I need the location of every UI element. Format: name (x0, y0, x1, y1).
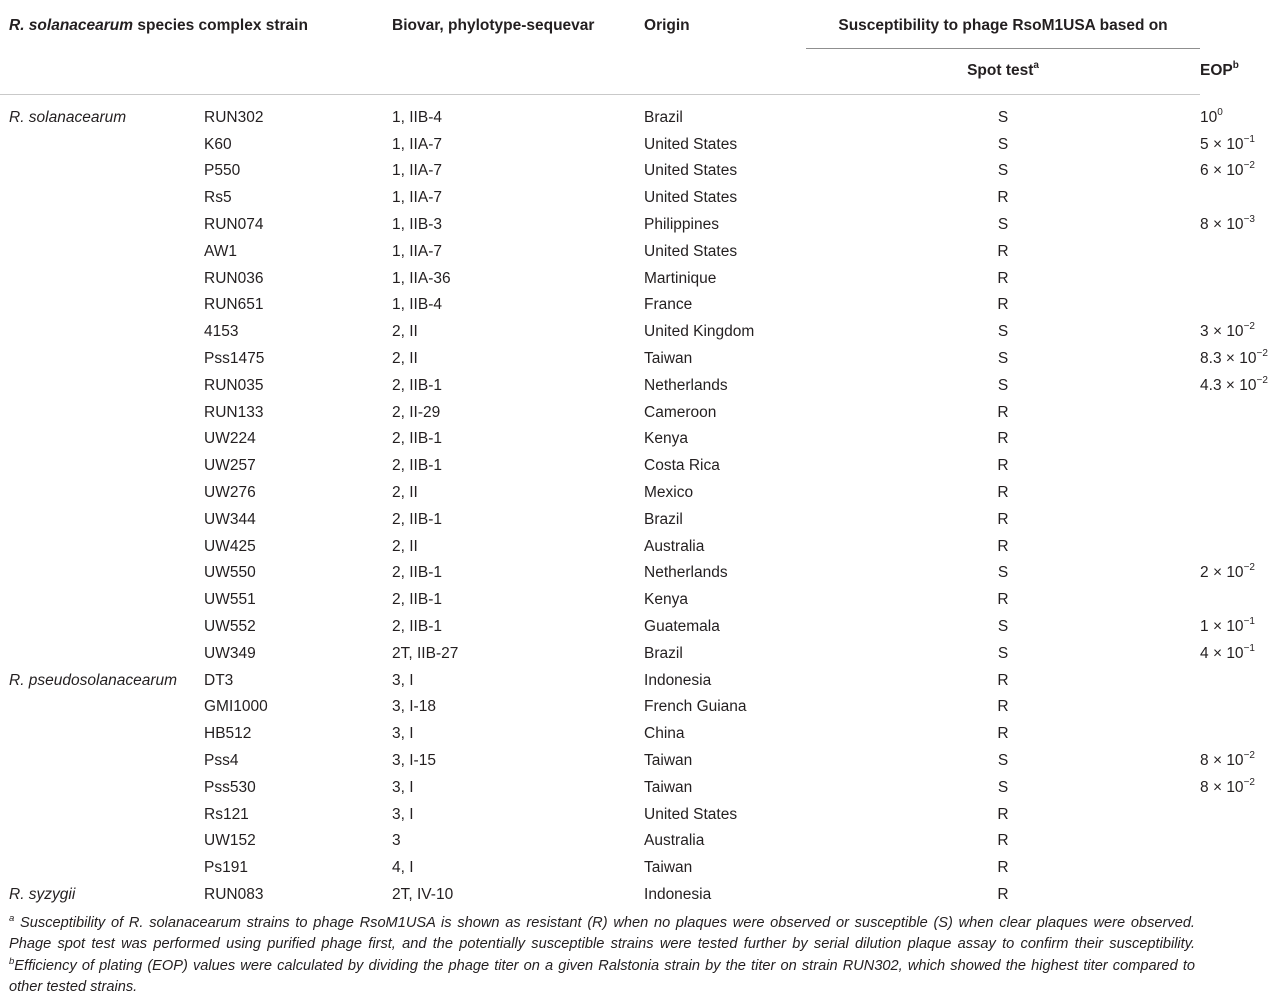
eop-exponent: −1 (1243, 616, 1255, 628)
cell-species-group (0, 560, 204, 587)
eop-exponent: −3 (1243, 214, 1255, 226)
table-row (0, 212, 1200, 239)
cell-species-group: R. pseudosolanacearum (9, 671, 178, 689)
cell-species-group (0, 614, 204, 641)
eop-mantissa: 1 × (1200, 618, 1227, 636)
cell-origin: Philippines (644, 216, 719, 234)
eop-mantissa: 4.3 × (1200, 376, 1240, 394)
cell-biovar: 2, II (392, 323, 418, 341)
cell-origin: United States (644, 242, 738, 260)
table-row (0, 372, 1200, 399)
cell-spot-test: S (997, 618, 1009, 636)
eop-exponent: −1 (1243, 642, 1255, 654)
cell-biovar: 2, IIB-1 (392, 430, 442, 448)
table-row (0, 94, 1200, 131)
table-row (0, 587, 1200, 614)
cell-species-group (0, 855, 204, 882)
cell-strain: GMI1000 (204, 698, 268, 716)
cell-biovar: 1, IIB-4 (392, 296, 442, 314)
eop-base: 10 (1200, 108, 1218, 126)
header-strain (0, 0, 392, 48)
cell-strain: UW224 (204, 430, 256, 448)
cell-strain: RUN651 (204, 296, 264, 314)
cell-species-group: R. syzygii (9, 886, 76, 903)
cell-origin: Australia (644, 832, 705, 850)
eop-mantissa: 2 × (1200, 564, 1227, 582)
cell-origin: France (644, 296, 693, 314)
eop-mantissa: 6 × (1200, 162, 1227, 180)
cell-spot-test: S (997, 216, 1009, 234)
cell-spot-test: R (997, 189, 1009, 207)
eop-exponent: −2 (1243, 321, 1255, 333)
eop-exponent: −2 (1243, 776, 1255, 788)
cell-spot-test: S (997, 135, 1009, 153)
eop-exponent: −1 (1243, 133, 1255, 145)
header-origin: Origin (644, 17, 690, 34)
eop-mantissa: 8.3 × (1200, 350, 1240, 368)
table-row (0, 801, 1200, 828)
cell-species-group (0, 453, 204, 480)
cell-origin: Netherlands (644, 376, 728, 394)
eop-mantissa: 8 × (1200, 778, 1227, 796)
footnote-b-text: Efficiency of plating (EOP) values were calculated by dividing the phage titer on a given Ralstonia strain by the titer on strain RUN302, which showed the highest titer compared to other tested strains. (9, 957, 1195, 995)
table-row (0, 828, 1200, 855)
table-row (0, 158, 1200, 185)
cell-origin: Costa Rica (644, 457, 720, 475)
cell-spot-test: R (997, 242, 1009, 260)
table-row (0, 426, 1200, 453)
cell-species-group (0, 694, 204, 721)
cell-strain: Rs5 (204, 189, 232, 207)
header-spot-test (806, 48, 1200, 94)
header-eop-footnote-mark: b (1232, 60, 1239, 71)
cell-strain: UW550 (204, 564, 256, 582)
eop-mantissa: 4 × (1200, 644, 1227, 662)
cell-spot-test: R (997, 403, 1009, 421)
table-row (0, 131, 1200, 158)
cell-species-group (0, 346, 204, 373)
cell-biovar: 1, IIA-36 (392, 269, 451, 287)
table-row (0, 533, 1200, 560)
cell-species-group (0, 158, 204, 185)
cell-origin: Taiwan (644, 752, 693, 770)
cell-biovar: 1, IIA-7 (392, 162, 442, 180)
cell-strain: K60 (204, 135, 232, 153)
cell-strain: Pss1475 (204, 350, 265, 368)
eop-exponent: −2 (1256, 348, 1268, 360)
cell-biovar: 2, IIB-1 (392, 376, 442, 394)
cell-species-group (0, 506, 204, 533)
cell-biovar: 2, II (392, 350, 418, 368)
cell-origin: China (644, 725, 685, 743)
table-row (0, 882, 1200, 909)
cell-biovar: 2, IIB-1 (392, 510, 442, 528)
cell-biovar: 3, I (392, 778, 414, 796)
cell-species-group: R. solanacearum (9, 108, 127, 126)
cell-strain: UW257 (204, 457, 256, 475)
cell-species-group (0, 587, 204, 614)
table-row (0, 399, 1200, 426)
eop-exponent: 0 (1217, 106, 1223, 118)
cell-spot-test: R (997, 296, 1009, 314)
cell-origin: Cameroon (644, 403, 717, 421)
cell-spot-test: S (997, 564, 1009, 582)
cell-origin: Guatemala (644, 618, 720, 636)
cell-biovar: 2, II (392, 537, 418, 555)
cell-species-group (0, 238, 204, 265)
cell-origin: United Kingdom (644, 323, 755, 341)
cell-origin: Brazil (644, 108, 683, 126)
cell-origin: Indonesia (644, 886, 712, 903)
cell-spot-test: R (997, 457, 1009, 475)
eop-base: 10 (1226, 216, 1244, 234)
cell-strain: AW1 (204, 242, 238, 260)
cell-species-group (0, 212, 204, 239)
eop-exponent: −2 (1243, 562, 1255, 574)
cell-biovar: 1, IIA-7 (392, 189, 442, 207)
cell-species-group (0, 265, 204, 292)
cell-spot-test: R (997, 430, 1009, 448)
cell-strain: RUN074 (204, 216, 264, 234)
cell-origin: French Guiana (644, 698, 747, 716)
cell-biovar: 3, I (392, 725, 414, 743)
cell-origin: Indonesia (644, 671, 712, 689)
cell-biovar: 2, IIB-1 (392, 457, 442, 475)
cell-spot-test: R (997, 859, 1009, 877)
cell-origin: Australia (644, 537, 705, 555)
table-row (0, 265, 1200, 292)
cell-species-group (0, 372, 204, 399)
cell-strain: Pss4 (204, 752, 239, 770)
table-row (0, 506, 1200, 533)
cell-biovar: 1, IIA-7 (392, 135, 442, 153)
cell-strain: UW152 (204, 832, 256, 850)
cell-strain: UW276 (204, 484, 256, 502)
cell-origin: United States (644, 135, 738, 153)
cell-biovar: 2, II-29 (392, 403, 441, 421)
cell-origin: United States (644, 805, 738, 823)
table-row (0, 614, 1200, 641)
cell-strain: RUN133 (204, 403, 264, 421)
table-row (0, 721, 1200, 748)
eop-base: 10 (1226, 778, 1244, 796)
cell-species-group (0, 748, 204, 775)
cell-origin: Mexico (644, 484, 694, 502)
cell-origin: Taiwan (644, 350, 693, 368)
eop-base: 10 (1226, 564, 1244, 582)
table-row (0, 346, 1200, 373)
table-row (0, 667, 1200, 694)
cell-origin: Brazil (644, 644, 683, 662)
cell-biovar: 3, I-18 (392, 698, 436, 716)
cell-spot-test: S (997, 778, 1009, 796)
cell-strain: UW551 (204, 591, 256, 609)
cell-species-group (0, 721, 204, 748)
cell-strain: UW425 (204, 537, 256, 555)
cell-spot-test: R (997, 537, 1009, 555)
cell-origin: Kenya (644, 591, 688, 609)
eop-exponent: −2 (1256, 374, 1268, 386)
cell-spot-test: R (997, 805, 1009, 823)
cell-biovar: 1, IIB-4 (392, 108, 442, 126)
cell-biovar: 2, II (392, 484, 418, 502)
cell-biovar: 2, IIB-1 (392, 618, 442, 636)
header-susceptibility: Susceptibility to phage RsoM1USA based on (806, 0, 1200, 48)
table-row (0, 855, 1200, 882)
cell-strain: UW552 (204, 618, 256, 636)
eop-base: 10 (1239, 350, 1257, 368)
cell-biovar: 2T, IIB-27 (392, 644, 459, 662)
eop-base: 10 (1226, 135, 1244, 153)
cell-species-group (0, 399, 204, 426)
cell-origin: United States (644, 189, 738, 207)
cell-strain: RUN083 (204, 886, 264, 903)
cell-spot-test: R (997, 510, 1009, 528)
cell-origin: Kenya (644, 430, 688, 448)
cell-biovar: 2, IIB-1 (392, 591, 442, 609)
header-eop-text: EOP (1200, 62, 1233, 79)
cell-strain: 4153 (204, 323, 239, 341)
header-spot-text: Spot test (967, 62, 1034, 79)
cell-species-group (0, 640, 204, 667)
cell-spot-test: S (997, 350, 1009, 368)
eop-base: 10 (1226, 618, 1244, 636)
cell-biovar: 3, I-15 (392, 752, 436, 770)
table-row (0, 748, 1200, 775)
cell-strain: HB512 (204, 725, 252, 743)
cell-strain: Rs121 (204, 805, 249, 823)
footnote-b-marker: b (9, 955, 15, 967)
cell-species-group (0, 185, 204, 212)
cell-strain: DT3 (204, 671, 234, 689)
cell-origin: United States (644, 162, 738, 180)
cell-spot-test: R (997, 698, 1009, 716)
header-spot-footnote-mark: a (1033, 60, 1039, 71)
cell-strain: P550 (204, 162, 241, 180)
cell-spot-test: S (997, 162, 1009, 180)
cell-biovar: 3, I (392, 805, 414, 823)
eop-mantissa: 5 × (1200, 135, 1227, 153)
cell-spot-test: S (997, 108, 1009, 126)
table-row (0, 480, 1200, 507)
table-header (0, 0, 1239, 94)
cell-spot-test: R (997, 886, 1009, 903)
cell-spot-test: R (997, 832, 1009, 850)
cell-species-group (0, 292, 204, 319)
cell-spot-test: R (997, 671, 1009, 689)
eop-base: 10 (1226, 323, 1244, 341)
cell-species-group (0, 480, 204, 507)
cell-biovar: 3 (392, 832, 401, 850)
table-row (0, 560, 1200, 587)
table-row (0, 319, 1200, 346)
table-row (0, 185, 1200, 212)
table-row (0, 292, 1200, 319)
table-body (0, 94, 1268, 908)
eop-base: 10 (1226, 752, 1244, 770)
cell-spot-test: R (997, 269, 1009, 287)
eop-base: 10 (1239, 376, 1257, 394)
header-biovar: Biovar, phylotype-sequevar (392, 17, 595, 34)
cell-species-group (0, 131, 204, 158)
eop-mantissa: 8 × (1200, 752, 1227, 770)
footnote-a-marker: a (9, 913, 15, 924)
eop-base: 10 (1226, 162, 1244, 180)
cell-biovar: 1, IIB-3 (392, 216, 442, 234)
cell-origin: Netherlands (644, 564, 728, 582)
cell-spot-test: S (997, 323, 1009, 341)
cell-species-group (0, 801, 204, 828)
table-row (0, 453, 1200, 480)
cell-species-group (0, 426, 204, 453)
header-strain-italic: R. solanacearum (9, 17, 134, 34)
cell-biovar: 3, I (392, 671, 414, 689)
eop-exponent: −2 (1243, 750, 1255, 762)
cell-biovar: 2T, IV-10 (392, 886, 454, 903)
eop-mantissa: 8 × (1200, 216, 1227, 234)
cell-spot-test: S (997, 752, 1009, 770)
cell-origin: Taiwan (644, 778, 693, 796)
cell-strain: RUN036 (204, 269, 264, 287)
cell-species-group (0, 319, 204, 346)
cell-spot-test: R (997, 484, 1009, 502)
cell-biovar: 2, IIB-1 (392, 564, 442, 582)
cell-spot-test: R (997, 591, 1009, 609)
table-row (0, 238, 1200, 265)
cell-spot-test: S (997, 376, 1009, 394)
table-footnote (9, 913, 1195, 998)
cell-strain: Pss530 (204, 778, 256, 796)
cell-spot-test: S (997, 644, 1009, 662)
eop-exponent: −2 (1243, 160, 1255, 172)
cell-biovar: 1, IIA-7 (392, 242, 442, 260)
cell-strain: RUN035 (204, 376, 264, 394)
cell-strain: UW344 (204, 510, 256, 528)
cell-origin: Martinique (644, 269, 717, 287)
table-row (0, 694, 1200, 721)
cell-species-group (0, 828, 204, 855)
cell-spot-test: R (997, 725, 1009, 743)
cell-strain: RUN302 (204, 108, 264, 126)
table-row (0, 774, 1200, 801)
cell-strain: UW349 (204, 644, 256, 662)
eop-base: 10 (1226, 644, 1244, 662)
cell-species-group (0, 533, 204, 560)
footnote-a-text: Susceptibility of R. solanacearum strains to phage RsoM1USA is shown as resistant (R) when no plaques were observed or susceptible (S) when clear plaques were observed. Phage spot test was performed using purified phage first, and the potentially susceptible strains were tested further by serial dilution plaque assay to confirm their susceptibility. (9, 915, 1195, 953)
cell-origin: Taiwan (644, 859, 693, 877)
cell-species-group (0, 774, 204, 801)
header-strain-rest: species complex strain (133, 17, 308, 34)
cell-biovar: 4, I (392, 859, 414, 877)
table-row (0, 640, 1200, 667)
cell-strain: Ps191 (204, 859, 248, 877)
eop-mantissa: 3 × (1200, 323, 1227, 341)
cell-origin: Brazil (644, 510, 683, 528)
